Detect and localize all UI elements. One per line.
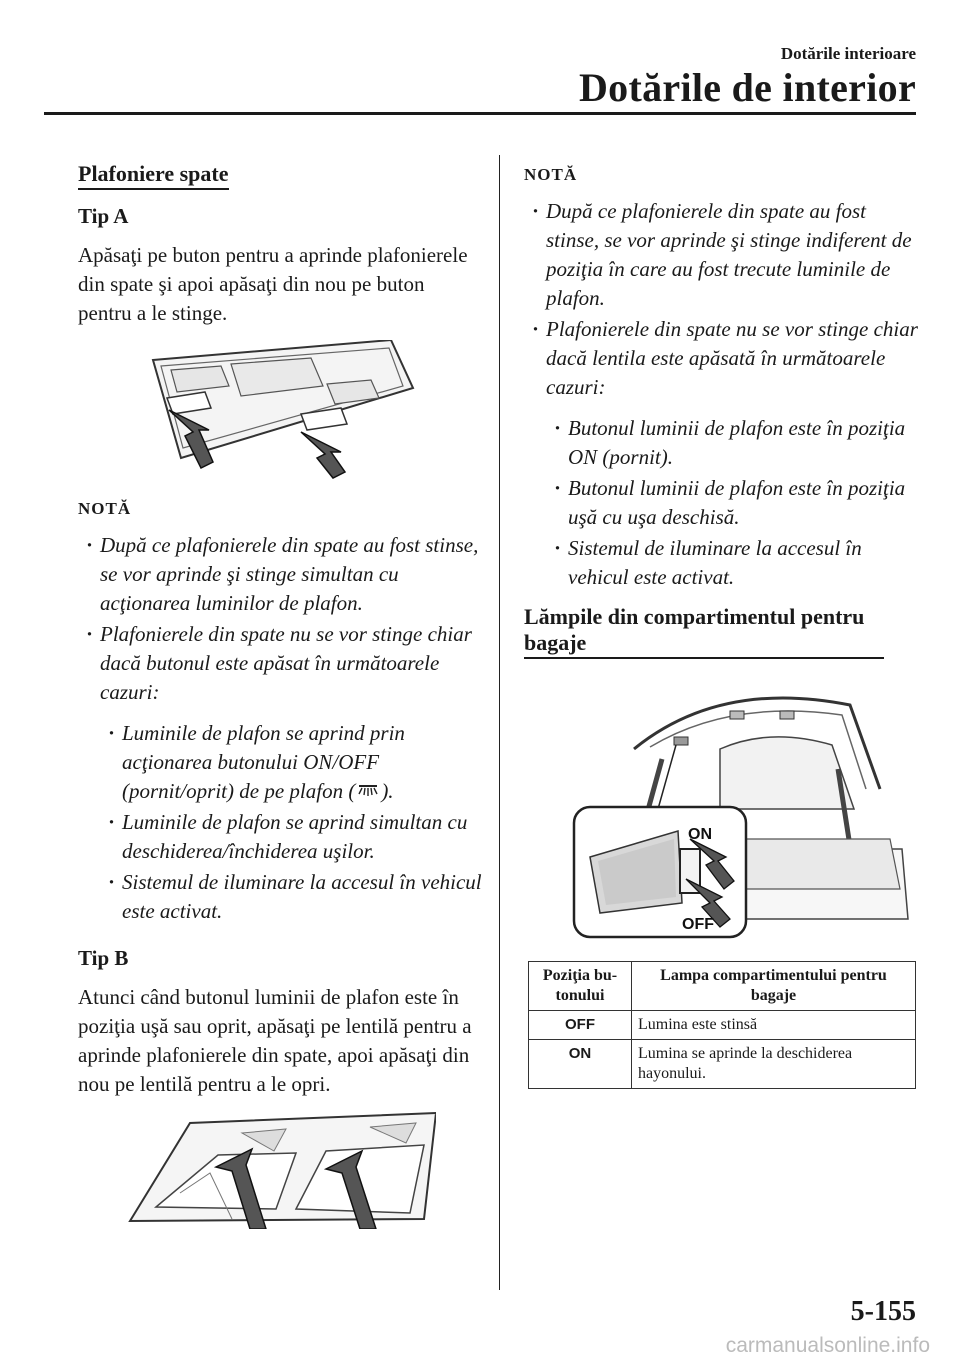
note-item: · După ce plafonierele din spate au fost stinse, se vor aprinde şi stinge indiferent de poziţia în care au fost trecute luminile de plafon.: [524, 197, 924, 313]
running-header-section: Dotările interioare: [780, 44, 916, 63]
illustration-cargo-lamp: [570, 689, 920, 939]
page-number: 5-155: [850, 1296, 916, 1327]
table-header-lamp: Lampa compartimentului pentru bagaje: [632, 962, 916, 1011]
tip-a-heading: Tip A: [78, 204, 129, 228]
fig-off-label: OFF: [682, 916, 714, 933]
note-subitem: [78, 719, 483, 806]
right-column: [524, 160, 924, 1089]
cargo-lamp-table: [528, 961, 916, 1089]
note-label-2: NOTĂ: [524, 165, 578, 184]
tip-b-paragraph: Atunci când butonul luminii de plafon este în poziţia uşă sau oprit, apăsaţi pe lentilă pentru a aprinde plafonierele din spate, apoi apăsaţi din nou pe lentilă pentru a le opri.: [78, 985, 472, 1096]
column-divider: [499, 155, 500, 1290]
note-label-1: NOTĂ: [78, 499, 132, 518]
illustration-type-a-lamp: [141, 340, 421, 480]
note-subitem-text: Luminile de plafon se aprind prin acţionarea butonului ON/OFF (pornit/oprit) de pe plafon (: [122, 721, 405, 803]
fig-on-label: ON: [688, 826, 712, 843]
note-subitem: · Luminile de plafon se aprind simultan cu deschiderea/închiderea uşilor.: [78, 808, 483, 866]
note-item: · După ce plafonierele din spate au fost stinse, se vor aprinde şi stinge simultan cu acţionarea luminilor de plafon.: [78, 531, 483, 618]
note-subitem: · Butonul luminii de plafon este în poziţia ON (pornit).: [524, 414, 924, 472]
table-header-position: Poziţia bu-tonului: [529, 962, 632, 1011]
left-column: [78, 160, 483, 1229]
table-cell-description: Lumina se aprinde la deschiderea hayonului.: [632, 1040, 916, 1089]
note-subitem: · Sistemul de iluminare la accesul în vehicul este activat.: [78, 868, 483, 926]
tip-a-paragraph: Apăsaţi pe buton pentru a aprinde plafonierele din spate şi apoi apăsaţi din nou pe buton pentru a le stinge.: [78, 243, 468, 325]
section-title-rear-lights: Plafoniere spate: [78, 161, 229, 190]
ceiling-light-icon: [355, 782, 381, 800]
table-cell-description: Lumina este stinsă: [632, 1011, 916, 1040]
table-cell-position: ON: [529, 1040, 632, 1089]
table-row: [529, 1040, 916, 1089]
note-list-2: [524, 197, 924, 402]
illustration-type-b-lamp: [126, 1109, 436, 1229]
watermark: carmanualsonline.info: [725, 1334, 930, 1357]
running-header-title: Dotările de interior: [579, 65, 916, 110]
note-sublist-1: [78, 719, 483, 926]
note-subitem: · Butonul luminii de plafon este în poziţia uşă cu uşa deschisă.: [524, 474, 924, 532]
section-title-cargo-lamps: Lămpile din compartimentul pentru bagaje: [524, 604, 884, 659]
note-sublist-2: [524, 414, 924, 592]
note-item: · Plafonierele din spate nu se vor stinge chiar dacă lentila este apăsată în următoarele cazuri:: [524, 315, 924, 402]
note-list-1: [78, 531, 483, 707]
note-item: · Plafonierele din spate nu se vor stinge chiar dacă butonul este apăsat în următoarele cazuri:: [78, 620, 483, 707]
header-rule: [44, 112, 916, 115]
note-subitem: · Sistemul de iluminare la accesul în vehicul este activat.: [524, 534, 924, 592]
table-cell-position: OFF: [529, 1011, 632, 1040]
tip-b-heading: Tip B: [78, 946, 129, 970]
note-subitem-text-end: ).: [381, 779, 394, 803]
table-row: [529, 1011, 916, 1040]
